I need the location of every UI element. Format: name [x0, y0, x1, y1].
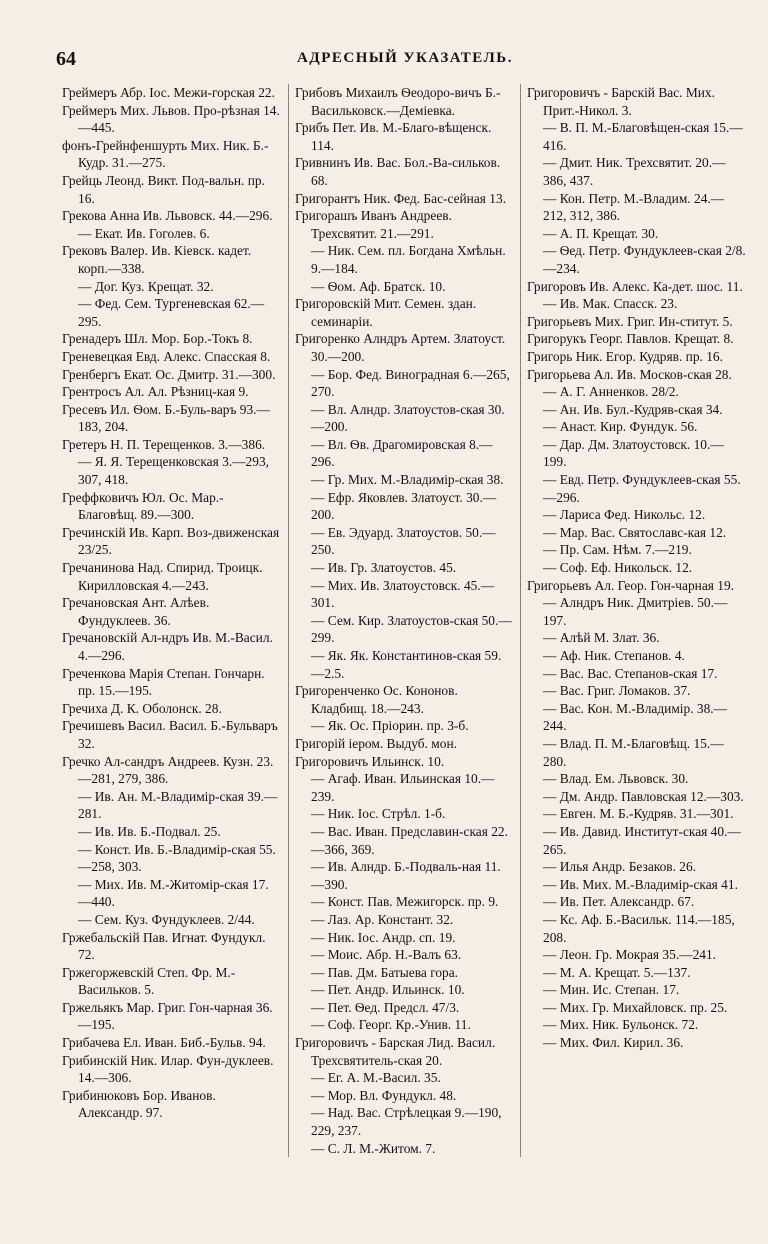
directory-entry: — Вл. Ѳв. Драгомировская 8.—296. — [311, 436, 493, 470]
directory-entry: — Пр. Сам. Нѣм. 7.—219. — [543, 542, 692, 558]
directory-entry: Грибачева Ел. Иван. Биб.-Бульв. 94. — [62, 1035, 266, 1051]
directory-entry: — Соф. Еф. Никольск. 12. — [543, 560, 693, 576]
directory-entry: Григоровичъ - Барская Лид. Васил. Трехсвятитель-ская 20. — [295, 1035, 496, 1068]
directory-entry: — Конст. Пав. Межигорск. пр. 9. — [311, 894, 499, 910]
directory-entry: Гривнинъ Ив. Вас. Бол.-Ва-сильков. 68. — [295, 155, 501, 188]
column-1 — [56, 84, 288, 1157]
directory-entry: — Ив. Мих. М.-Владимір-ская 41. — [543, 876, 738, 892]
directory-entry: Гречанинова Над. Спирид. Троицк. Кирилловская 4.—243. — [62, 560, 263, 593]
directory-entry: Григоровскій Мит. Семен. здан. семинаріи. — [295, 296, 477, 329]
directory-entry: — Моис. Абр. Н.-Валъ 63. — [311, 947, 462, 963]
directory-entry: Греймеръ Мих. Львов. Про-рѣзная 14.—445. — [62, 102, 280, 136]
directory-entry: Григорукъ Георг. Павлов. Крещат. 8. — [527, 331, 734, 347]
directory-entry: Грекова Анна Ив. Львовск. 44.—296. — [62, 208, 273, 224]
directory-entry: — Лаз. Ар. Констант. 32. — [311, 911, 454, 927]
directory-entry: — Илья Андр. Безаков. 26. — [543, 859, 697, 875]
directory-entry: — М. А. Крещат. 5.—137. — [543, 964, 691, 980]
directory-entry: Грековъ Валер. Ив. Кіевск. кадет. корп.—338. — [62, 243, 252, 276]
directory-entry: Гржельякъ Мар. Григ. Гон-чарная 36.—195. — [62, 999, 273, 1033]
directory-entry: — Мих. Фил. Кирил. 36. — [543, 1035, 684, 1051]
directory-entry: — Алѣй М. Злат. 36. — [543, 630, 660, 646]
directory-entry: — А. П. Крещат. 30. — [543, 225, 659, 241]
directory-entry: Григорантъ Ник. Фед. Бас-сейная 13. — [295, 190, 507, 206]
directory-entry: — Влад. П. М.-Благовѣщ. 15.—280. — [543, 735, 724, 769]
directory-entry: Грибинюковъ Бор. Иванов. Александр. 97. — [62, 1087, 216, 1121]
directory-entry: — Дар. Дм. Златоустовск. 10.—199. — [543, 436, 724, 470]
directory-entry: Григоровъ Ив. Алекс. Ка-дет. шос. 11. — [527, 278, 743, 294]
directory-entry: Григорашъ Иванъ Андреев. Трехсвятит. 21.—291. — [295, 208, 452, 241]
directory-entry: — Дог. Куз. Крещат. 32. — [78, 278, 214, 294]
directory-entry: Григоровичъ - Барскій Вас. Мих. Прит.-Никол. 3. — [527, 85, 715, 118]
directory-entry: — Ан. Ив. Бул.-Кудряв-ская 34. — [543, 401, 723, 417]
directory-entry: — Вл. Алндр. Златоустов-ская 30.—200. — [311, 401, 505, 435]
running-title: АДРЕСНЫЙ УКАЗАТЕЛЬ. — [297, 50, 513, 66]
directory-entry: — Пет. Андр. Ильинск. 10. — [311, 982, 465, 998]
directory-entry: — Агаф. Иван. Ильинская 10.—239. — [311, 771, 495, 804]
columns — [56, 84, 754, 1157]
directory-entry: — А. Г. Анненков. 28/2. — [543, 384, 679, 400]
directory-entry: Гренбергъ Екат. Ос. Дмитр. 31.—300. — [62, 366, 276, 382]
directory-entry: — Ег. А. М.-Васил. 35. — [311, 1070, 441, 1086]
directory-entry: — Бор. Фед. Виноградная 6.—265, 270. — [311, 366, 510, 400]
directory-entry: — Евд. Петр. Фундуклеев-ская 55.—296. — [543, 472, 741, 505]
directory-entry: — Фед. Сем. Тургеневская 62.—295. — [78, 296, 265, 329]
directory-entry: — Я. Я. Терещенковская 3.—293, 307, 418. — [78, 454, 269, 488]
directory-entry: Гретеръ Н. П. Терещенков. 3.—386. — [62, 436, 266, 452]
directory-entry: — Влад. Ем. Львовск. 30. — [543, 771, 689, 787]
directory-entry: Григоровичъ Ильинск. 10. — [295, 753, 445, 769]
directory-entry: — Мих. Ив. М.-Житомір-ская 17.—440. — [78, 876, 269, 910]
directory-entry: — Як. Ос. Пріорин. пр. 3-б. — [311, 718, 469, 734]
directory-entry: Гречиха Д. К. Оболонск. 28. — [62, 700, 222, 716]
directory-entry: — Ник. Іос. Андр. сп. 19. — [311, 929, 456, 945]
directory-entry: — Сем. Куз. Фундуклеев. 2/44. — [78, 911, 255, 927]
directory-entry: — Ив. Алндр. Б.-Подваль-ная 11.—390. — [311, 859, 501, 892]
directory-entry: Грибинскій Ник. Илар. Фун-дуклеев. 14.—306. — [62, 1052, 274, 1086]
directory-entry: — Ѳед. Петр. Фундуклеев-ская 2/8.—234. — [543, 243, 746, 276]
directory-entry: Григорьевъ Мих. Григ. Ин-ститут. 5. — [527, 313, 733, 329]
column-2 — [288, 84, 520, 1157]
directory-entry: — Конст. Ив. Б.-Владимір-ская 55.—258, 303. — [78, 841, 276, 875]
directory-entry: — Анаст. Кир. Фундук. 56. — [543, 419, 698, 435]
directory-entry: — Ив. Давид. Институт-ская 40.—265. — [543, 823, 741, 857]
directory-entry: — Вас. Григ. Ломаков. 37. — [543, 683, 691, 699]
directory-entry: — Евген. М. Б.-Кудряв. 31.—301. — [543, 806, 734, 822]
directory-entry: — Ив. Ан. М.-Владимір-ская 39.—281. — [78, 788, 278, 822]
directory-entry: Гречко Ал-сандръ Андреев. Кузн. 23.—281, 279, 386. — [62, 753, 274, 787]
directory-entry: — Ѳом. Аф. Братск. 10. — [311, 278, 446, 294]
directory-entry: — Як. Як. Константинов-ская 59.—2.5. — [311, 648, 502, 681]
directory-entry: Греченкова Марія Степан. Гончарн. пр. 15.—195. — [62, 665, 265, 699]
directory-entry: Гречишевъ Васил. Васил. Б.-Бульваръ 32. — [62, 718, 278, 751]
directory-entry: — Пав. Дм. Батыева гора. — [311, 964, 459, 980]
directory-entry: — Ив. Гр. Златоустов. 45. — [311, 560, 457, 576]
directory-entry: — Кон. Петр. М.-Владим. 24.—212, 312, 386. — [543, 190, 725, 224]
directory-entry: — Ив. Мак. Спасск. 23. — [543, 296, 678, 312]
directory-entry: — Мих. Ник. Бульонск. 72. — [543, 1017, 699, 1033]
directory-entry: — Лариса Фед. Никольс. 12. — [543, 507, 706, 523]
directory-entry: Греффковичъ Юл. Ос. Мар.-Благовѣщ. 89.—300. — [62, 489, 224, 523]
directory-entry: Гречановская Ант. Алѣев. Фундуклеев. 36. — [62, 595, 210, 628]
directory-entry: — Леон. Гр. Мокрая 35.—241. — [543, 947, 716, 963]
directory-entry: — Дм. Андр. Павловская 12.—303. — [543, 788, 744, 804]
directory-entry: Григоренко Алндръ Артем. Златоуст. 30.—200. — [295, 331, 506, 364]
directory-entry: — Екат. Ив. Гоголев. 6. — [78, 225, 210, 241]
directory-entry: Гречановскій Ал-ндръ Ив. М.-Васил. 4.—296. — [62, 630, 273, 663]
directory-entry: — Ник. Іос. Стрѣл. 1-б. — [311, 806, 446, 822]
directory-entry: Грибовъ Михаилъ Ѳеодоро-вичъ Б.-Васильковск.—Деміевка. — [295, 85, 501, 118]
directory-entry: — Алндръ Ник. Дмитріев. 50.—197. — [543, 595, 728, 628]
directory-entry: Григорьевъ Ал. Геор. Гон-чарная 19. — [527, 577, 735, 593]
directory-entry: — Мор. Вл. Фундукл. 48. — [311, 1087, 457, 1103]
directory-entry: — В. П. М.-Благовѣщен-ская 15.—416. — [543, 120, 743, 153]
directory-entry: Гржегоржевскій Степ. Фр. М.-Васильков. 5. — [62, 964, 236, 998]
directory-entry: Грентросъ Ал. Ал. Рѣзниц-кая 9. — [62, 384, 249, 400]
directory-entry: — Кс. Аф. Б.-Васильк. 114.—185, 208. — [543, 911, 735, 945]
directory-entry: — Мин. Ис. Степан. 17. — [543, 982, 680, 998]
directory-entry: — Вас. Кон. М.-Владимір. 38.—244. — [543, 700, 728, 734]
page-number: 64 — [56, 48, 76, 70]
directory-entry: — Мих. Ив. Златоустовск. 45.—301. — [311, 577, 495, 611]
directory-entry: фонъ-Грейнфеншурть Мих. Ник. Б.-Кудр. 31.—275. — [62, 137, 269, 171]
directory-entry: — Вас. Вас. Степанов-ская 17. — [543, 665, 718, 681]
directory-entry: — С. Л. М.-Житом. 7. — [311, 1140, 436, 1156]
directory-entry: — Соф. Георг. Кр.-Унив. 11. — [311, 1017, 471, 1033]
directory-entry: Греймеръ Абр. Іос. Межи-горская 22. — [62, 85, 275, 100]
directory-entry: Грибъ Пет. Ив. М.-Благо-вѣщенск. 114. — [295, 120, 492, 153]
directory-entry: Григоренченко Ос. Кононов. Кладбищ. 18.—243. — [295, 683, 458, 716]
directory-entry: Григорій іером. Выдуб. мон. — [295, 735, 457, 751]
directory-entry: Греневецкая Евд. Алекс. Спасская 8. — [62, 348, 271, 364]
column-3 — [520, 84, 752, 1157]
directory-entry: — Ник. Сем. пл. Богдана Хмѣльн. 9.—184. — [311, 243, 506, 276]
directory-entry: Грейць Леонд. Викт. Под-вальн. пр. 16. — [62, 172, 265, 206]
directory-entry: — Мих. Гр. Михайловск. пр. 25. — [543, 999, 728, 1015]
directory-entry: — Мар. Вас. Святославс-кая 12. — [543, 524, 727, 540]
directory-entry: — Ив. Пет. Александр. 67. — [543, 894, 695, 910]
directory-entry: Григорьева Ал. Ив. Москов-ская 28. — [527, 366, 732, 382]
directory-entry: — Ив. Ив. Б.-Подвал. 25. — [78, 823, 221, 839]
directory-entry: — Дмит. Ник. Трехсвятит. 20.—386, 437. — [543, 155, 726, 188]
directory-entry: Гресевъ Ил. Ѳом. Б.-Буль-варъ 93.—183, 204. — [62, 401, 270, 435]
page-header — [56, 40, 754, 84]
directory-entry: — Пет. Ѳед. Предсл. 47/3. — [311, 999, 460, 1015]
directory-entry: — Аф. Ник. Степанов. 4. — [543, 648, 685, 663]
directory-entry: — Над. Вас. Стрѣлецкая 9.—190, 229, 237. — [311, 1105, 502, 1139]
directory-entry: Гренадеръ Шл. Мор. Бор.-Токъ 8. — [62, 331, 253, 347]
directory-entry: — Гр. Мих. М.-Владимір-ская 38. — [311, 472, 504, 488]
directory-entry: — Вас. Иван. Предславин-ская 22.—366, 369. — [311, 823, 508, 857]
directory-entry: — Ефр. Яковлев. Златоуст. 30.—200. — [311, 489, 497, 523]
directory-entry: — Ев. Эдуард. Златоустов. 50.—250. — [311, 524, 496, 558]
directory-entry: Гречинскій Ив. Карп. Воз-движенская 23/25. — [62, 524, 280, 558]
directory-entry: Гржебальскій Пав. Игнат. Фундукл. 72. — [62, 929, 266, 963]
directory-entry: — Сем. Кир. Златоустов-ская 50.—299. — [311, 612, 512, 646]
directory-entry: Григорь Ник. Егор. Кудряв. пр. 16. — [527, 348, 723, 364]
